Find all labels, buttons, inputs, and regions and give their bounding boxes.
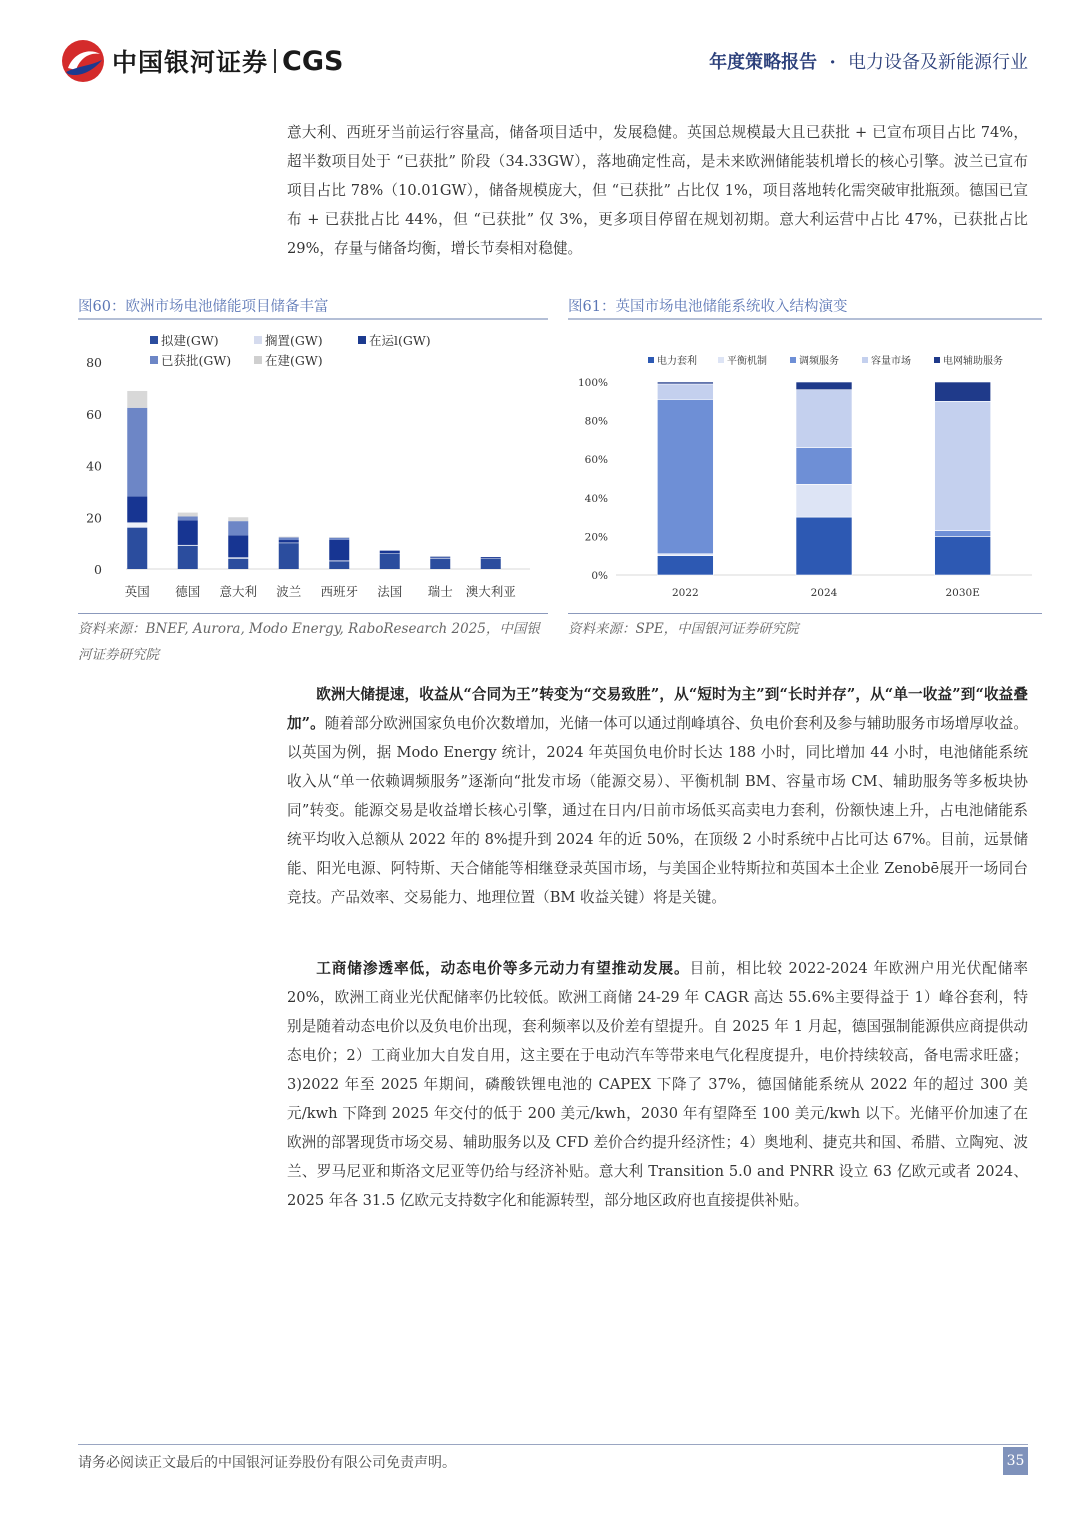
paragraph-3 xyxy=(287,954,1028,1215)
bar-segment xyxy=(430,558,450,559)
report-type: 年度策略报告 xyxy=(709,52,818,73)
figure-60-source: 资料来源：BNEF, Aurora, Modo Energy, RaboResearch 2025，中国银河证券研究院 xyxy=(78,621,540,663)
bar-segment xyxy=(657,382,713,384)
x-tick-label: 德国 xyxy=(175,584,201,599)
bar-segment xyxy=(178,516,198,520)
bar-segment xyxy=(935,401,991,530)
x-tick-label: 英国 xyxy=(124,584,150,599)
legend-swatch xyxy=(254,356,262,364)
uk-bess-revenue-chart xyxy=(568,322,1042,612)
bar-segment xyxy=(481,559,501,569)
bar-segment xyxy=(329,561,349,569)
legend-label: 容量市场 xyxy=(871,356,911,367)
x-tick-label: 瑞士 xyxy=(427,584,453,599)
bar-segment xyxy=(127,391,147,408)
legend-swatch xyxy=(862,357,868,363)
bar-segment xyxy=(935,531,991,537)
paragraph-3-lead: 工商储渗透率低，动态电价等多元动力有望推动发展。 xyxy=(316,960,690,977)
bar-segment xyxy=(178,546,198,569)
bar-segment xyxy=(329,560,349,561)
legend-label: 在运l(GW) xyxy=(369,333,431,348)
bar-segment xyxy=(178,545,198,546)
y-tick-label: 40 xyxy=(86,458,102,474)
logo-divider xyxy=(274,49,276,73)
bar-segment xyxy=(481,557,501,558)
bar-segment xyxy=(178,520,198,545)
bar-segment xyxy=(796,390,852,448)
legend-swatch xyxy=(358,336,366,344)
figure-60-title: 图60：欧洲市场电池储能项目储备丰富 xyxy=(78,299,329,315)
bar-segment xyxy=(279,537,299,538)
y-tick-label: 80 xyxy=(86,355,102,370)
x-tick-label: 2024 xyxy=(810,587,838,599)
paragraph-1: 意大利、西班牙当前运行容量高，储备项目适中，发展稳健。英国总规模最大且已获批 + 已宣布项目占比 74%，超半数项目处于 “已获批” 阶段（34.33GW），落地确定性高，是未来欧洲储能装机增长的核心引擎。波兰已宣布项目占比 78%（10.01GW），储备规模庞大，但 “已获批” 占比仅 1%，项目落地转化需突破审批瓶颈。德国已宣布 + 已获批占比 44%，但 “已获批” 仅 3%，更多项目停留在规划初期。意大利运营中占比 47%，已获批占比 29%，存量与储备均衡，增长节奏相对稳健。 xyxy=(287,124,1028,257)
page-number: 35 xyxy=(1003,1447,1028,1475)
x-tick-label: 西班牙 xyxy=(320,584,359,599)
bar-segment xyxy=(796,484,852,517)
logo-chinese-name: 中国银河证券 xyxy=(112,48,269,77)
bar-segment xyxy=(279,543,299,544)
bar-segment xyxy=(279,537,299,540)
paragraph-3-body: 目前，相比较 2022-2024 年欧洲户用光伏配储率 20%，欧洲工商业光伏配储率仍比较低。欧洲工商储 24-29 年 CAGR 高达 55.6%主要得益于 1）峰谷套利，特别是随着动态电价以及负电价出现，套利频率以及价差有望提升。自 2025 年 1 月起，德国强制能源供应商提供动态电价；2）工商业加大自发自用，这主要在于电动汽车等带来电气化程度提升，电价持续较高，备电需求旺盛；3)2022 年至 2025 年期间，磷酸铁锂电池的 CAPEX 下降了 37%，德国储能系统从 2022 年的超过 300 美元/kwh 下降到 2025 年交付的低于 200 美元/kwh，2030 年有望降至 100 美元/kwh 以下。光储平价加速了在欧洲的部署现货市场交易、辅助服务以及 CFD 差价合约提升经济性；4）奥地利、捷克共和国、希腊、立陶宛、波兰、罗马尼亚和斯洛文尼亚等仍给与经济补贴。意大利 Transition 5.0 and PNRR 设立 63 亿欧元或者 2024、2025 年各 31.5 亿欧元支持数字化和能源转型，部分地区政府也直接提供补贴。 xyxy=(287,960,1028,1209)
bar-segment xyxy=(228,535,248,557)
legend-swatch xyxy=(648,357,654,363)
bar-segment xyxy=(430,559,450,569)
europe-bess-pipeline-chart xyxy=(78,322,548,612)
y-tick-label: 20% xyxy=(584,531,608,544)
bar-segment xyxy=(481,558,501,559)
y-tick-label: 0% xyxy=(591,570,608,582)
legend-swatch xyxy=(254,336,262,344)
bar-segment xyxy=(657,556,713,575)
y-tick-label: 80% xyxy=(584,415,608,428)
legend-label: 在建(GW) xyxy=(265,353,323,368)
x-tick-label: 2022 xyxy=(671,587,699,599)
y-tick-label: 60 xyxy=(86,406,102,422)
bar-segment xyxy=(279,543,299,569)
company-logo xyxy=(60,38,343,84)
legend-label: 电力套利 xyxy=(657,356,697,367)
legend-label: 调频服务 xyxy=(799,356,839,367)
bar-segment xyxy=(228,557,248,558)
bar-segment xyxy=(430,556,450,557)
bar-segment xyxy=(380,551,400,554)
legend-swatch xyxy=(150,336,158,344)
bar-segment xyxy=(178,513,198,517)
legend-label: 拟建(GW) xyxy=(161,333,219,348)
x-tick-label: 法国 xyxy=(377,584,403,599)
footer-disclaimer: 请务必阅读正文最后的中国银河证券股份有限公司免责声明。 xyxy=(78,1455,456,1471)
x-tick-label: 波兰 xyxy=(276,584,302,599)
bar-segment xyxy=(430,557,450,558)
figure-60-top-rule xyxy=(78,318,548,320)
legend-label: 电网辅助服务 xyxy=(943,356,1003,367)
figure-61-source: 资料来源：SPE，中国银河证券研究院 xyxy=(568,621,799,637)
y-tick-label: 60% xyxy=(584,454,608,467)
bar-segment xyxy=(380,553,400,554)
logo-english-name: CGS xyxy=(282,45,344,77)
bar-segment xyxy=(657,384,713,399)
bar-segment xyxy=(380,553,400,569)
y-tick-label: 0 xyxy=(94,562,102,577)
bar-segment xyxy=(796,382,852,390)
bar-segment xyxy=(127,522,147,527)
x-tick-label: 意大利 xyxy=(219,584,258,599)
y-tick-label: 100% xyxy=(577,377,608,389)
bar-segment xyxy=(796,448,852,485)
footer-rule xyxy=(78,1444,1028,1445)
bar-segment xyxy=(127,497,147,523)
y-tick-label: 40% xyxy=(584,492,608,505)
figure-60-bottom-rule xyxy=(78,613,548,614)
figure-61-top-rule xyxy=(568,318,1042,320)
bar-segment xyxy=(796,517,852,575)
x-tick-label: 澳大利亚 xyxy=(465,584,516,599)
legend-label: 已获批(GW) xyxy=(161,353,232,368)
bar-segment xyxy=(228,517,248,521)
bar-segment xyxy=(127,408,147,497)
bar-segment xyxy=(127,528,147,569)
bar-segment xyxy=(329,540,349,561)
bar-segment xyxy=(329,537,349,538)
figure-61-bottom-rule xyxy=(568,613,1042,614)
bar-segment xyxy=(329,538,349,540)
cgs-logo-icon xyxy=(60,38,106,84)
bar-segment xyxy=(430,557,450,558)
header-separator: · xyxy=(829,52,836,73)
bar-segment xyxy=(935,382,991,401)
bar-segment xyxy=(279,540,299,543)
x-tick-label: 2030E xyxy=(945,587,980,599)
legend-swatch xyxy=(718,357,724,363)
figure-61-title: 图61：英国市场电池储能系统收入结构演变 xyxy=(568,299,848,315)
paragraph-2-body: 随着部分欧洲国家负电价次数增加，光储一体可以通过削峰填谷、负电价套利及参与辅助服务市场增厚收益。以英国为例，据 Modo Energy 统计，2024 年英国负电价时长达 188 小时，同比增加 44 小时，电池储能系统收入从“单一依赖调频服务”逐渐向“批发市场（能源交易）、平衡机制 BM、容量市场 CM、辅助服务等多板块协同”转变。能源交易是收益增长核心引擎，通过在日内/日前市场低买高卖电力套利，份额快速上升，占电池储能系统平均收入总额从 2022 年的 8%提升到 2024 年的近 50%，在顶级 2 小时系统中占比可达 67%。目前，远景储能、阳光电源、阿特斯、天合储能等相继登录英国市场，与美国企业特斯拉和英国本土企业 Zenobē展开一场同台竞技。产品效率、交易能力、地理位置（BM 收益关键）将是关键。 xyxy=(287,715,1029,906)
paragraph-2 xyxy=(287,680,1028,912)
legend-swatch xyxy=(150,356,158,364)
bar-segment xyxy=(228,559,248,569)
bar-segment xyxy=(228,521,248,535)
report-header xyxy=(709,48,1028,74)
legend-label: 平衡机制 xyxy=(727,356,767,367)
legend-swatch xyxy=(790,357,796,363)
legend-label: 搁置(GW) xyxy=(265,333,323,348)
paragraph-2-lead: 欧洲大储提速，收益从“合同为王”转变为“交易致胜”，从“短时为主”到“长时并存”，从“单一收益”到“收益叠加”。 xyxy=(287,686,1028,732)
bar-segment xyxy=(935,536,991,575)
bar-segment xyxy=(657,399,713,553)
industry-name: 电力设备及新能源行业 xyxy=(848,52,1028,73)
y-tick-label: 20 xyxy=(86,510,102,526)
legend-swatch xyxy=(934,357,940,363)
